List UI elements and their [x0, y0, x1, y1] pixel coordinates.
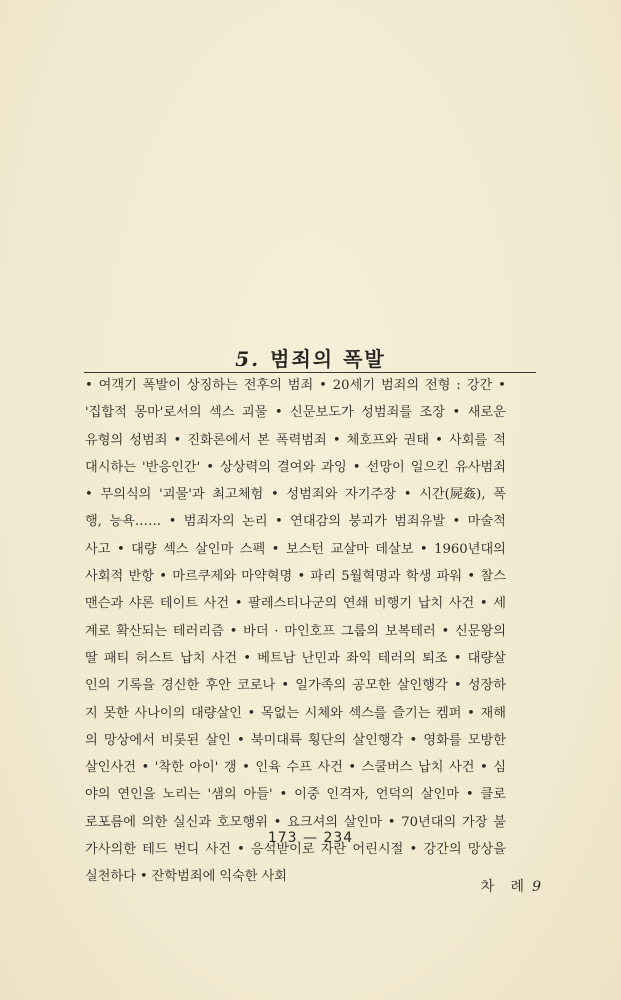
- summary-line: • 무의식의 '괴물'과 최고체험 • 성범죄와 자기주장 • 시간(屍姦), 폭: [85, 487, 506, 503]
- summary-line: • 여객기 폭발이 상징하는 전후의 범죄 • 20세기 범죄의 전형 : 강간 •: [85, 378, 506, 393]
- page-range: 173 — 234: [267, 830, 354, 846]
- summary-line: 사회적 반항 • 마르쿠제와 마약혁명 • 파리 5월혁명과 학생 파워 • 찰스: [85, 569, 506, 585]
- summary-line: 로포름에 의한 실신과 호모행위 • 요크셔의 살인마 • 70년대의 가장 불: [85, 814, 506, 830]
- chapter-number: 5.: [235, 347, 261, 371]
- summary-line: 계로 확산되는 테러리즘 • 바더 · 마인호프 그룹의 보복테러 • 신문왕의: [85, 623, 506, 639]
- summary-line: 지 못한 사나이의 대량살인 • 목없는 시체와 섹스를 즐기는 켐퍼 • 재해: [85, 705, 506, 721]
- summary-line: 사고 • 대량 섹스 살인마 스펙 • 보스턴 교살마 데살보 • 1960년대의: [85, 541, 506, 557]
- summary-line: 맨슨과 샤론 테이트 사건 • 팔레스티나군의 연쇄 비행기 납치 사건 • 세: [85, 596, 506, 612]
- page-footer: [481, 876, 541, 896]
- summary-line: 딸 패티 허스트 납치 사건 • 베트남 난민과 좌익 테러의 퇴조 • 대량살: [85, 650, 506, 666]
- summary-line: 의 망상에서 비롯된 살인 • 북미대륙 횡단의 살인행각 • 영화를 모방한: [85, 732, 506, 748]
- summary-line: 인의 기록을 경신한 후안 코로나 • 일가족의 공모한 살인행각 • 성장하: [85, 678, 506, 694]
- summary-line: 살인사건 • '착한 아이' 갱 • 인육 수프 사건 • 스쿨버스 납치 사건 • 심: [85, 760, 506, 776]
- chapter-title-text: 범죄의 폭발: [270, 347, 386, 371]
- chapter-title: [0, 343, 621, 372]
- summary-line: 행, 능욕…… • 범죄자의 논리 • 연대감의 붕괴가 범죄유발 • 마술적: [85, 514, 506, 530]
- summary-line: 가사의한 테드 번디 사건 • 응석받이로 자란 어린시절 • 강간의 망상을: [85, 842, 506, 858]
- summary-line: 대시하는 '반응인간' • 상상력의 결여와 과잉 • 선망이 일으킨 유사범죄: [85, 459, 506, 475]
- footer-label: 차 례: [480, 879, 531, 895]
- chapter-summary: [85, 372, 506, 891]
- summary-line: 유형의 성범죄 • 진화론에서 본 폭력범죄 • 체호프와 권태 • 사회를 적: [85, 432, 506, 448]
- summary-line: '집합적 몽마'로서의 섹스 괴물 • 신문보도가 성범죄를 조장 • 새로운: [85, 405, 506, 421]
- summary-line: 실천하다 • 잔학범죄에 익숙한 사회: [85, 869, 287, 885]
- page-number: 9: [532, 879, 541, 895]
- summary-line: 야의 연인을 노리는 '샘의 아들' • 이중 인격자, 언덕의 살인마 • 클로: [85, 787, 506, 803]
